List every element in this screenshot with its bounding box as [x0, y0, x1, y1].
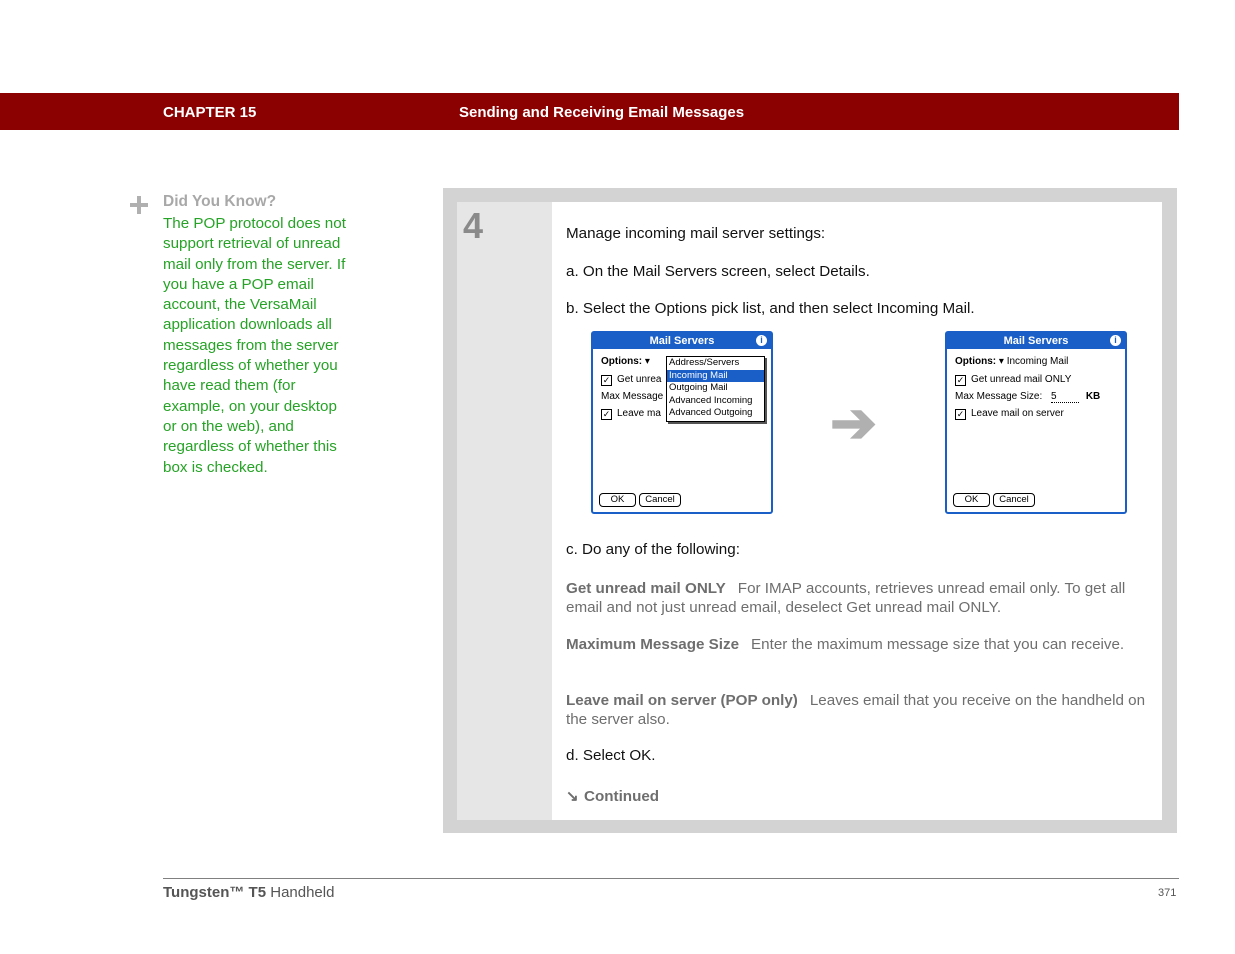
dropdown-triangle-icon: ▾	[998, 356, 1004, 367]
get-unread-label: Get unread mail ONLY	[971, 374, 1072, 385]
max-size-label: Max Message	[601, 391, 664, 402]
leave-mail-label: Leave ma	[617, 408, 661, 419]
chapter-label: CHAPTER 15	[163, 104, 257, 121]
definition-text: For IMAP accounts, retrieves unread email only. To get all email and not just unread email, deselect Get unread mail ONLY.	[566, 580, 1126, 616]
cancel-button[interactable]: Cancel	[993, 493, 1035, 507]
step-number: 4	[463, 205, 484, 246]
mail-servers-screen-before	[591, 331, 773, 514]
chapter-header	[0, 93, 1179, 130]
definition-leave-mail	[566, 691, 1151, 729]
leave-mail-row[interactable]	[601, 408, 661, 420]
down-right-arrow-icon: ↘	[566, 788, 579, 805]
page-number: 371	[1158, 887, 1177, 899]
footer-divider	[163, 878, 1179, 879]
step-intro: Manage incoming mail server settings:	[566, 225, 826, 242]
screen-title-bar	[947, 333, 1125, 349]
step-number-column	[457, 202, 552, 820]
options-pick-list[interactable]	[666, 356, 765, 422]
ok-button[interactable]: OK	[953, 493, 990, 507]
product-name: Tungsten™ T5	[163, 884, 267, 901]
leave-mail-label: Leave mail on server	[971, 408, 1064, 419]
checkbox-checked-icon[interactable]: ✓	[956, 409, 965, 419]
pick-item-address-servers[interactable]: Address/Servers	[669, 357, 740, 368]
screen-title: Mail Servers	[1003, 335, 1069, 347]
definition-term: Maximum Message Size	[566, 636, 740, 653]
definition-text: Enter the maximum message size that you can receive.	[751, 636, 1125, 653]
max-size-input[interactable]: 5	[1051, 391, 1079, 403]
step-a: a. On the Mail Servers screen, select Details.	[566, 263, 870, 280]
info-icon[interactable]: i	[1110, 335, 1121, 346]
product-suffix: Handheld	[266, 884, 335, 901]
screen-title: Mail Servers	[649, 335, 715, 347]
definition-term: Leave mail on server (POP only)	[566, 692, 798, 709]
step-c: c. Do any of the following:	[566, 541, 740, 558]
right-arrow-icon: ➔	[830, 391, 877, 454]
cancel-button[interactable]: Cancel	[639, 493, 681, 507]
dropdown-triangle-icon: ▾	[644, 356, 650, 367]
pick-item-incoming-mail[interactable]: Incoming Mail	[667, 370, 764, 383]
mail-servers-screen-after	[945, 331, 1127, 514]
chapter-title: Sending and Receiving Email Messages	[459, 104, 745, 121]
options-row[interactable]	[955, 356, 1068, 367]
max-size-row	[955, 391, 1100, 403]
leave-mail-row[interactable]	[955, 408, 1064, 420]
checkbox-checked-icon[interactable]: ✓	[956, 375, 965, 385]
definition-max-size	[566, 635, 1151, 654]
step-b: b. Select the Options pick list, and then select Incoming Mail.	[566, 300, 975, 317]
plus-icon	[130, 196, 148, 214]
checkbox-checked-icon[interactable]: ✓	[602, 409, 611, 419]
footer-product	[163, 884, 334, 901]
get-unread-row[interactable]	[955, 374, 1071, 386]
pick-item-outgoing-mail[interactable]: Outgoing Mail	[669, 382, 728, 393]
step-d: d. Select OK.	[566, 747, 656, 764]
info-icon[interactable]: i	[756, 335, 767, 346]
checkbox-checked-icon[interactable]: ✓	[602, 375, 611, 385]
get-unread-label: Get unrea	[617, 374, 662, 385]
pick-item-advanced-outgoing[interactable]: Advanced Outgoing	[669, 407, 753, 418]
tip-title: Did You Know?	[163, 193, 277, 210]
definition-text: Leaves email that you receive on the handheld on the server also.	[566, 692, 1146, 728]
ok-button[interactable]: OK	[599, 493, 636, 507]
options-row[interactable]	[601, 356, 650, 367]
pick-item-advanced-incoming[interactable]: Advanced Incoming	[669, 394, 753, 406]
definition-get-unread	[566, 579, 1151, 617]
options-value: Incoming Mail	[1006, 356, 1069, 367]
get-unread-row[interactable]	[601, 374, 661, 386]
tip-body: The POP protocol does not support retrieval of unread mail only from the server. If you have a POP email account, the VersaMail application downloads all messages from the server regardless of whether you have read them (for example, on your desktop or on the web), and regardless of whether this box is checked.	[163, 215, 346, 476]
size-unit: KB	[1085, 391, 1101, 402]
definition-term: Get unread mail ONLY	[566, 580, 726, 597]
screen-title-bar	[593, 333, 771, 349]
max-size-label: Max Message Size:	[955, 391, 1043, 402]
continued-label: Continued	[584, 788, 660, 805]
continued-link[interactable]	[566, 787, 659, 805]
max-size-row	[601, 391, 663, 402]
options-label: Options:	[955, 356, 997, 367]
options-label: Options:	[601, 356, 643, 367]
